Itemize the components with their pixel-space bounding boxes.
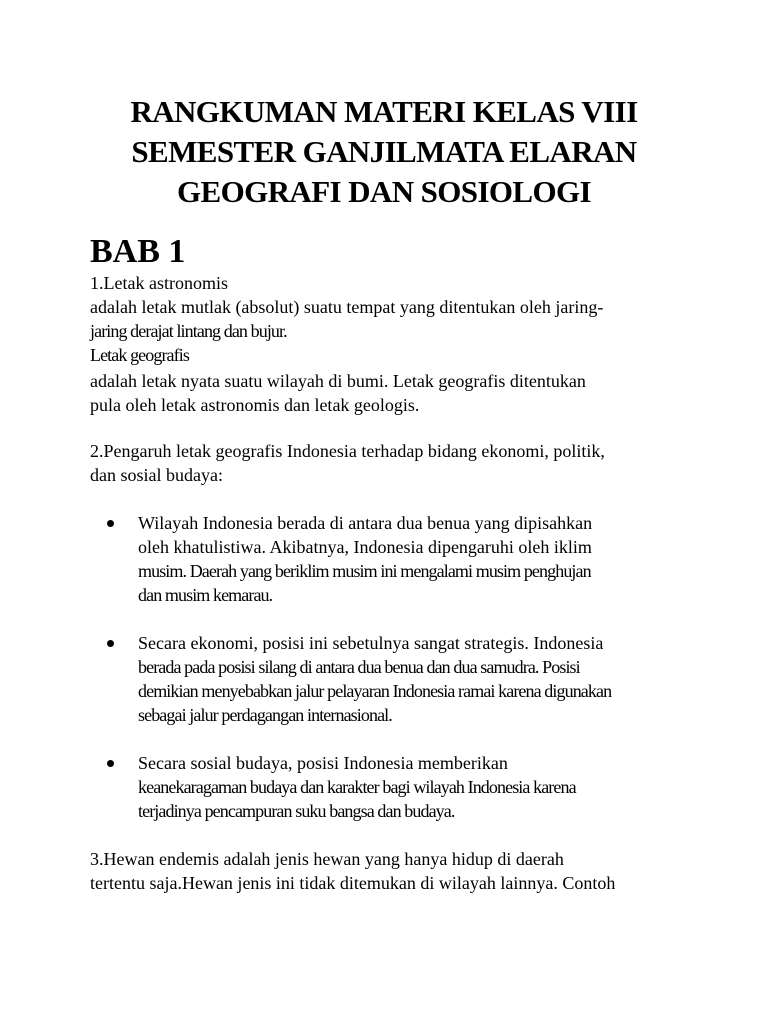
bullet-icon [107, 640, 114, 647]
bullet-line: keanekaragaman budaya dan karakter bagi wilayah Indonesia karena [138, 777, 576, 797]
paragraph-line: jaring derajat lintang dan bujur. [90, 321, 287, 341]
section3-heading: 3.Hewan endemis adalah jenis hewan yang hanya hidup di daerah [90, 849, 564, 869]
bullet-icon [107, 520, 114, 527]
paragraph-line: adalah letak mutlak (absolut) suatu tempat yang ditentukan oleh jaring- [90, 297, 604, 317]
paragraph-line: adalah letak nyata suatu wilayah di bumi. Letak geografis ditentukan [90, 371, 586, 391]
bullet-line: Secara ekonomi, posisi ini sebetulnya sangat strategis. Indonesia [138, 633, 604, 653]
bullet-line: berada pada posisi silang di antara dua benua dan dua samudra. Posisi [138, 657, 580, 677]
bullet-line: Secara sosial budaya, posisi Indonesia memberikan [138, 753, 508, 773]
section1-subheading: Letak geografis [90, 345, 189, 365]
title-line: RANGKUMAN MATERI KELAS VIII [130, 94, 638, 129]
page-title [90, 92, 678, 212]
title-line: SEMESTER GANJILMATA ELARAN [131, 134, 637, 169]
paragraph-line: dan sosial budaya: [90, 465, 223, 485]
paragraph-line: tertentu saja.Hewan jenis ini tidak ditemukan di wilayah lainnya. Contoh [90, 873, 616, 893]
bullet-line: musim. Daerah yang beriklim musim ini mengalami musim penghujan [138, 561, 591, 581]
bullet-line: demikian menyebabkan jalur pelayaran Indonesia ramai karena digunakan [138, 681, 612, 701]
bullet-line: oleh khatulistiwa. Akibatnya, Indonesia dipengaruhi oleh iklim [138, 537, 592, 557]
bullet-icon [107, 760, 114, 767]
bullet-line: terjadinya pencampuran suku bangsa dan budaya. [138, 801, 455, 821]
section2-heading: 2.Pengaruh letak geografis Indonesia terhadap bidang ekonomi, politik, [90, 441, 605, 461]
paragraph-line: pula oleh letak astronomis dan letak geologis. [90, 395, 420, 415]
title-line: GEOGRAFI DAN SOSIOLOGI [177, 174, 591, 209]
section1-heading: 1.Letak astronomis [90, 273, 228, 293]
bullet-line: dan musim kemarau. [138, 585, 273, 605]
bullet-line: Wilayah Indonesia berada di antara dua benua yang dipisahkan [138, 513, 593, 533]
bullet-line: sebagai jalur perdagangan internasional. [138, 705, 392, 725]
chapter-heading: BAB 1 [90, 233, 186, 270]
